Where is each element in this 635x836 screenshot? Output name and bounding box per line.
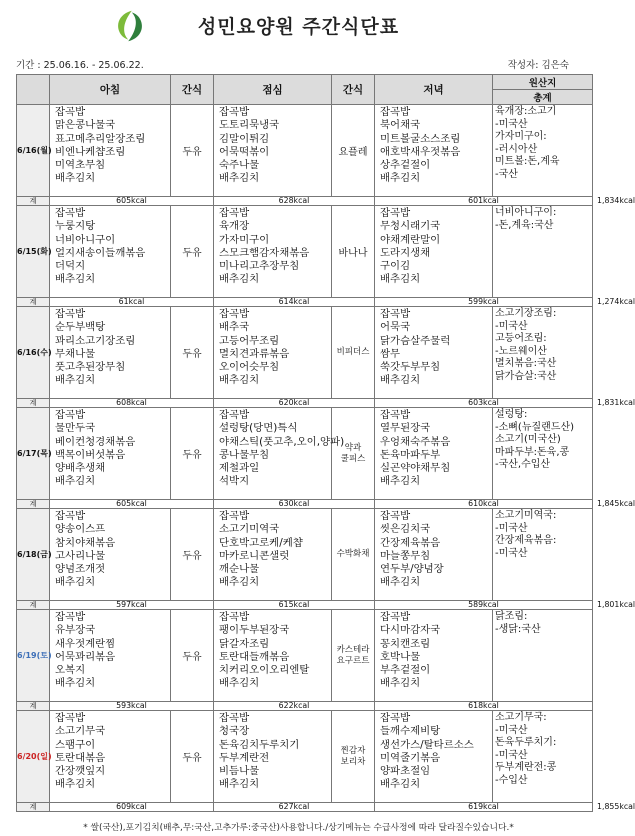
menu-item: 양념조개젓 [55, 563, 106, 576]
menu-item: 더덕지 [55, 260, 86, 273]
menu-item: 소고기미역국 [219, 523, 280, 536]
menu-item: 참치야채볶음 [55, 536, 116, 549]
kcal-lunch: 628kcal [214, 197, 375, 206]
menu-item: 마늘쫑무침 [380, 549, 431, 562]
menu-item: 야채계란말이 [380, 233, 441, 246]
menu-item: 소고기무국 [55, 725, 106, 738]
menu-item: 잡곡밥 [380, 106, 411, 118]
menu-item: 잡곡밥 [219, 409, 250, 421]
day-date: 6/16(수) [17, 307, 50, 399]
period-text: 기간 : 25.06.16. - 25.06.22. [16, 60, 144, 71]
dinner-cell [375, 307, 493, 399]
menu-item: 배추김치 [219, 576, 260, 589]
menu-item: 잡곡밥 [380, 409, 411, 421]
kcal-row: 계 605kcal 628kcal 601kcal 1,834kcal [17, 197, 593, 206]
menu-item: 북어채국 [380, 119, 421, 132]
menu-item: 깨순나물 [219, 563, 260, 576]
snack-item: 요구르트 [336, 655, 370, 666]
kcal-breakfast: 605kcal [50, 500, 214, 509]
menu-item: 잡곡밥 [380, 308, 411, 320]
menu-item: 백목이버섯볶음 [55, 448, 126, 461]
snack-item: 보리차 [340, 756, 366, 767]
origin-line: -미국산 [495, 724, 528, 736]
menu-item: 배추김치 [380, 475, 421, 488]
menu-item: 부추겉절이 [380, 664, 431, 677]
menu-item: 간장깻잎지 [55, 765, 106, 778]
menu-item: 김말이튀김 [219, 132, 270, 145]
menu-item: 돈육마파두부 [380, 448, 441, 461]
menu-item: 토란대들깨볶음 [219, 650, 290, 663]
kcal-dinner: 601kcal [375, 197, 593, 206]
menu-item: 배추김치 [380, 778, 421, 791]
kcal-dinner: 610kcal [375, 500, 593, 509]
snack-item: 수박화채 [336, 549, 370, 559]
menu-item: 맑은콩나물국 [55, 119, 116, 132]
header-snack-2: 간식 [332, 75, 375, 105]
menu-item: 생선가스/탈타르소스 [380, 738, 474, 751]
menu-item: 양파초절임 [380, 765, 431, 778]
origin-line: 가자미구이: [495, 131, 547, 143]
snack-item: 쿨피스 [340, 453, 366, 464]
kcal-lunch: 622kcal [214, 702, 375, 711]
kcal-label: 계 [17, 399, 50, 408]
snack-2-cell [332, 610, 375, 702]
origin-line: 돈육두루치기: [495, 737, 557, 749]
dinner-cell [375, 509, 493, 601]
menu-item: 도라지생채 [380, 246, 431, 259]
menu-item: 단호박고로케/케챱 [219, 536, 303, 549]
menu-item: 어묵떡볶이 [219, 145, 270, 158]
kcal-breakfast: 605kcal [50, 197, 214, 206]
snack-item: 약과 [344, 442, 362, 453]
origin-line: -미국산 [495, 522, 528, 534]
menu-item: 육개장 [219, 220, 250, 233]
dinner-cell [375, 711, 493, 803]
snack-2-cell [332, 509, 375, 601]
kcal-label: 계 [17, 601, 50, 610]
kcal-dinner: 603kcal [375, 399, 593, 408]
menu-item: 오이어슷무침 [219, 361, 280, 374]
menu-item: 미나리고추장무침 [219, 260, 300, 273]
menu-item: 양송이스프 [55, 523, 106, 536]
menu-item: 배추김치 [380, 172, 421, 185]
menu-item: 비듬나물 [219, 765, 260, 778]
origin-line: 소고기미역국: [495, 510, 557, 521]
origin-line: 육개장:소고기 [495, 106, 557, 117]
menu-item: 잡곡밥 [55, 409, 86, 421]
menu-item: 쌈무 [380, 347, 401, 360]
menu-item: 베이컨청경채볶음 [55, 435, 136, 448]
snack-1-cell: 두유 [171, 105, 214, 197]
menu-item: 잡곡밥 [380, 510, 411, 522]
menu-item: 석박지 [219, 475, 250, 488]
menu-item: 꽈리소고기장조림 [55, 334, 136, 347]
day-row [17, 105, 593, 197]
kcal-label: 계 [17, 702, 50, 711]
dinner-cell [375, 408, 493, 500]
menu-item: 구이김 [380, 260, 411, 273]
day-date: 6/19(토) [17, 610, 50, 702]
kcal-lunch: 615kcal [214, 601, 375, 610]
menu-item: 어묵꽈리볶음 [55, 650, 116, 663]
menu-item: 너비아니구이 [55, 233, 116, 246]
menu-item: 가자미구이 [219, 233, 270, 246]
lunch-cell [214, 509, 332, 601]
menu-item: 쑥갓두부무침 [380, 361, 441, 374]
kcal-breakfast: 61kcal [50, 298, 214, 307]
menu-item: 치커리오이오리엔탈 [219, 664, 310, 677]
menu-item: 잡곡밥 [219, 611, 250, 623]
snack-item: 요플레 [338, 147, 368, 158]
kcal-dinner: 618kcal [375, 702, 593, 711]
origin-cell [493, 711, 593, 803]
header-snack-1: 간식 [171, 75, 214, 105]
snack-1-cell: 두유 [171, 610, 214, 702]
kcal-dinner: 599kcal [375, 298, 593, 307]
menu-item: 배추국 [219, 321, 250, 334]
kcal-row: 계 597kcal 615kcal 589kcal 1,801kcal [17, 601, 593, 610]
menu-item: 어묵국 [380, 321, 411, 334]
menu-item: 잡곡밥 [380, 611, 411, 623]
origin-line: -미국산 [495, 749, 528, 761]
menu-item: 멸치견과류볶음 [219, 347, 290, 360]
menu-item: 표고메추리알장조림 [55, 132, 146, 145]
menu-item: 야채스틱(풋고추,오이,양파) [219, 435, 345, 448]
origin-line: -미국산 [495, 547, 528, 559]
origin-cell [493, 610, 593, 702]
menu-item: 잡곡밥 [55, 712, 86, 724]
header-total: 총계 [493, 90, 593, 105]
kcal-label: 계 [17, 197, 50, 206]
origin-line: 닭가슴살:국산 [495, 370, 557, 382]
menu-item: 고사리나물 [55, 549, 106, 562]
origin-line: -노르웨이산 [495, 345, 547, 357]
menu-item: 스팸구이 [55, 738, 96, 751]
menu-item: 얼지새송이들깨볶음 [55, 246, 146, 259]
origin-line: 간장제육볶음: [495, 535, 557, 547]
menu-item: 오복지 [55, 664, 86, 677]
origin-line: 고등어조림: [495, 333, 547, 345]
menu-item: 배추김치 [380, 273, 421, 286]
origin-line: 너비아니구이: [495, 207, 557, 218]
menu-item: 잡곡밥 [380, 207, 411, 219]
origin-line: 미트볼:돈,계육 [495, 156, 560, 168]
menu-item: 비엔나케챱조림 [55, 145, 126, 158]
menu-item: 스모크햄감자채볶음 [219, 246, 310, 259]
snack-1-cell: 두유 [171, 307, 214, 399]
page-header [0, 0, 597, 50]
menu-item: 배추김치 [55, 778, 96, 791]
breakfast-cell [50, 408, 171, 500]
menu-item: 물만두국 [55, 422, 96, 435]
snack-1-cell: 두유 [171, 509, 214, 601]
menu-item: 고등어무조림 [219, 334, 280, 347]
kcal-label: 계 [17, 500, 50, 509]
kcal-dinner: 619kcal [375, 803, 593, 812]
menu-item: 잡곡밥 [55, 510, 86, 522]
origin-line: -미국산 [495, 118, 528, 130]
menu-item: 실곤약야채무침 [380, 462, 451, 475]
menu-item: 누룽지탕 [55, 220, 96, 233]
snack-item: 찐감자 [340, 745, 366, 756]
menu-item: 마카로니콘샐럿 [219, 549, 290, 562]
header-lunch: 점심 [214, 75, 332, 105]
menu-item: 무채나물 [55, 347, 96, 360]
menu-item: 배추김치 [55, 677, 96, 690]
menu-item: 닭갈자조림 [219, 637, 270, 650]
day-row [17, 610, 593, 702]
menu-item: 잡곡밥 [380, 712, 411, 724]
menu-table [16, 74, 635, 812]
day-row [17, 509, 593, 601]
snack-2-cell [332, 408, 375, 500]
day-row [17, 408, 593, 500]
day-row [17, 711, 593, 803]
kcal-row: 계 608kcal 620kcal 603kcal 1,831kcal [17, 399, 593, 408]
menu-item: 잡곡밥 [219, 308, 250, 320]
origin-cell [493, 206, 593, 298]
menu-item: 상추겉절이 [380, 159, 431, 172]
kcal-row: 계 605kcal 630kcal 610kcal 1,845kcal [17, 500, 593, 509]
kcal-row [17, 702, 593, 711]
menu-item: 미트볼굴소스조림 [380, 132, 461, 145]
dinner-cell [375, 105, 493, 197]
menu-item: 닭가슴살주물럭 [380, 334, 451, 347]
snack-2-cell [332, 206, 375, 298]
menu-item: 숙주나물 [219, 159, 260, 172]
menu-item: 미역초무침 [55, 159, 106, 172]
lunch-cell [214, 610, 332, 702]
origin-line: 마파두부:돈육,콩 [495, 446, 570, 458]
header-breakfast: 아침 [50, 75, 171, 105]
origin-cell [493, 509, 593, 601]
menu-item: 잡곡밥 [219, 712, 250, 724]
menu-item: 간장제육볶음 [380, 536, 441, 549]
kcal-lunch: 630kcal [214, 500, 375, 509]
lunch-cell [214, 307, 332, 399]
day-date: 6/17(목) [17, 408, 50, 500]
kcal-row: 계 61kcal 614kcal 599kcal 1,274kcal [17, 298, 593, 307]
day-date: 6/15(화) [17, 206, 50, 298]
menu-item: 팽이두부된장국 [219, 624, 290, 637]
menu-item: 제철과일 [219, 462, 260, 475]
dinner-cell [375, 610, 493, 702]
menu-item: 잡곡밥 [55, 106, 86, 118]
snack-item: 비피더스 [336, 347, 370, 357]
menu-item: 순두부백탕 [55, 321, 106, 334]
origin-line: -소뼈(뉴질랜드산) [495, 421, 575, 433]
snack-item: 카스테라 [336, 644, 370, 655]
menu-item: 배추김치 [380, 576, 421, 589]
menu-item: 배추김치 [55, 273, 96, 286]
day-date: 6/18(금) [17, 509, 50, 601]
origin-line: 소고기장조림: [495, 308, 557, 319]
kcal-row: 계 609kcal 627kcal 619kcal 1,855kcal [17, 803, 593, 812]
menu-item: 배추김치 [55, 374, 96, 387]
origin-line: -국산,수입산 [495, 459, 551, 471]
kcal-breakfast: 609kcal [50, 803, 214, 812]
origin-line: -생닭:국산 [495, 623, 541, 635]
origin-line: -수입산 [495, 774, 528, 786]
menu-item: 미역줄기볶음 [380, 751, 441, 764]
menu-item: 애호박새우젓볶음 [380, 145, 461, 158]
menu-item: 양배추생채 [55, 462, 106, 475]
menu-item: 다시마감자국 [380, 624, 441, 637]
breakfast-cell [50, 711, 171, 803]
menu-item: 배추김치 [380, 374, 421, 387]
kcal-dinner: 589kcal [375, 601, 593, 610]
day-row [17, 307, 593, 399]
author-text: 작성자: 김은숙 [507, 60, 569, 71]
menu-item: 들깨수제비탕 [380, 725, 441, 738]
origin-line: 소고기무국: [495, 712, 547, 723]
menu-item: 꽁치캔조림 [380, 637, 431, 650]
menu-item: 배추김치 [219, 778, 260, 791]
kcal-breakfast: 597kcal [50, 601, 214, 610]
menu-item: 잡곡밥 [219, 106, 250, 118]
menu-item: 청국장 [219, 725, 250, 738]
dinner-cell [375, 206, 493, 298]
menu-item: 연두부/양념장 [380, 563, 444, 576]
lunch-cell [214, 105, 332, 197]
snack-1-cell: 두유 [171, 206, 214, 298]
origin-cell [493, 307, 593, 399]
kcal-label: 계 [17, 803, 50, 812]
day-date: 6/16(월) [17, 105, 50, 197]
menu-item: 잡곡밥 [55, 207, 86, 219]
snack-1-cell: 두유 [171, 408, 214, 500]
menu-item: 배추김치 [55, 475, 96, 488]
menu-item: 잡곡밥 [55, 611, 86, 623]
snack-1-cell: 두유 [171, 711, 214, 803]
breakfast-cell [50, 307, 171, 399]
menu-item: 도토리묵냉국 [219, 119, 280, 132]
menu-item: 배추김치 [55, 576, 96, 589]
menu-item: 배추김치 [219, 374, 260, 387]
breakfast-cell [50, 610, 171, 702]
lunch-cell [214, 206, 332, 298]
kcal-lunch: 614kcal [214, 298, 375, 307]
menu-item: 무청시래기국 [380, 220, 441, 233]
menu-item: 돈육김치두루치기 [219, 738, 300, 751]
day-row [17, 206, 593, 298]
menu-item: 잡곡밥 [219, 207, 250, 219]
lunch-cell [214, 711, 332, 803]
footer-note: * 쌀(국산),포기김치(배추,무:국산,고추가루:중국산)사용합니다./상기메뉴는 수급사정에 따라 달라질수있습니다.* [83, 823, 514, 833]
kcal-label: 계 [17, 298, 50, 307]
snack-2-cell [332, 711, 375, 803]
menu-item: 배추김치 [219, 172, 260, 185]
origin-line: 소고기(미국산) [495, 434, 561, 446]
snack-item: 바나나 [338, 248, 368, 259]
menu-item: 열무된장국 [380, 422, 431, 435]
breakfast-cell [50, 509, 171, 601]
origin-cell [493, 408, 593, 500]
origin-line: -러시아산 [495, 143, 538, 155]
menu-item: 풋고추된장무침 [55, 361, 126, 374]
menu-item: 배추김치 [380, 677, 421, 690]
menu-item: 토란대볶음 [55, 751, 106, 764]
menu-item: 유부장국 [55, 624, 96, 637]
origin-line: -미국산 [495, 320, 528, 332]
header-origin: 원산지 [493, 75, 593, 90]
origin-line: 멸치볶음:국산 [495, 358, 557, 370]
breakfast-cell [50, 206, 171, 298]
page-title: 성민요양원 주간식단표 [197, 16, 400, 38]
kcal-breakfast: 608kcal [50, 399, 214, 408]
snack-2-cell [332, 105, 375, 197]
menu-item: 설렁탕(당면)특식 [219, 422, 298, 435]
menu-item: 잡곡밥 [55, 308, 86, 320]
menu-item: 새우젓계란찜 [55, 637, 116, 650]
header-date-col [17, 75, 50, 105]
kcal-lunch: 620kcal [214, 399, 375, 408]
origin-line: 두부계란전:콩 [495, 762, 557, 774]
menu-item: 콩나물무침 [219, 448, 270, 461]
menu-item: 배추김치 [55, 172, 96, 185]
origin-line: 설렁탕: [495, 409, 528, 420]
menu-item: 배추김치 [219, 273, 260, 286]
breakfast-cell [50, 105, 171, 197]
menu-item: 우엉채숙주볶음 [380, 435, 451, 448]
snack-2-cell [332, 307, 375, 399]
menu-item: 배추김치 [219, 677, 260, 690]
header-dinner: 저녁 [375, 75, 493, 105]
origin-line: -국산 [495, 168, 518, 180]
menu-item: 두부계란전 [219, 751, 270, 764]
lunch-cell [214, 408, 345, 500]
origin-cell [493, 105, 593, 197]
menu-item: 씻은김치국 [380, 523, 431, 536]
origin-line: 닭조림: [495, 611, 528, 622]
day-date: 6/20(일) [17, 711, 50, 803]
menu-item: 잡곡밥 [219, 510, 250, 522]
kcal-lunch: 627kcal [214, 803, 375, 812]
origin-line: -돈,계육:국산 [495, 219, 554, 231]
menu-item: 호박나물 [380, 650, 421, 663]
kcal-breakfast: 593kcal [50, 702, 214, 711]
